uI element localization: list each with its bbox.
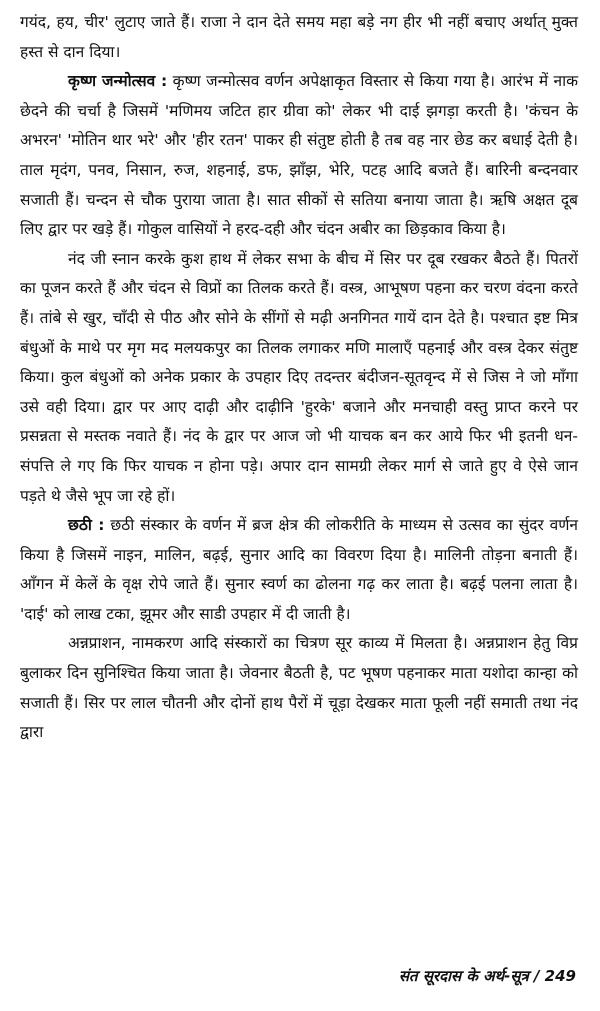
section-heading-krishna-janmotsav: कृष्ण जन्मोत्सव : xyxy=(68,72,168,91)
paragraph-text: छठी संस्कार के वर्णन में ब्रज क्षेत्र की लोकरीति के माध्यम से उत्सव का सुंदर वर्णन किया है जिसमें नाइन, मालिन, बढ़ई, सुनार आदि का विवरण दिया है। मालिनी तोड़ना बनाती हैं। आँगन में केलें के वृक्ष रोपे जाते हैं। सुनार स्वर्ण का ढोलना गढ़ कर लाता है। बढ़ई पलना लाता है। 'दाई' को लाख टका, झूमर और साडी उपहार में दी जाती है। xyxy=(20,516,578,623)
paragraph-text: अन्नप्राशन, नामकरण आदि संस्कारों का चित्रण सूर काव्य में मिलता है। अन्नप्राशन हेतु विप्र बुलाकर दिन सुनिश्चित किया जाता है। जेवनार बैठती है, पट भूषण पहनाकर माता यशोदा कान्हा को सजाती हैं। सिर पर लाल चौतनी और दोनों हाथ पैरों में चूड़ा देखकर माता फूली नहीं समाती तथा नंद द्वारा xyxy=(20,634,578,742)
page-footer: संत सूरदास के अर्थ-सूत्र / 249 xyxy=(398,967,576,985)
paragraph-text: गयंद, हय, चीर' लुटाए जाते हैं। राजा ने दान देते समय महा बड़े नग हीर भी नहीं बचाए अर्थात् मुक्त हस्त से दान दिया। xyxy=(20,13,578,61)
paragraph-nand-ji xyxy=(20,245,578,511)
paragraph-text: नंद जी स्नान करके कुश हाथ में लेकर सभा के बीच में सिर पर दूब रखकर बैठते हैं। पितरों का पूजन करते हैं और चंदन से विप्रों का तिलक करते हैं। वस्त्र, आभूषण पहना कर चरण वंदना करते हैं। तांबे से खुर, चाँदी से पीठ और सोने के सींगों से मढ़ी अनगिनत गायें दान देते है। पश्चात इष्ट मित्र बंधुओं के माथे पर मृग मद मलयकपुर का तिलक लगाकर मणि मालाएँ पहनाई और वस्त्र देकर संतुष्ट किया। कुल बंधुओं को अनेक प्रकार के उपहार दिए तदन्तर बंदीजन-सूतवृन्द में से जिस ने जो माँगा उसे वही दिया। द्वार पर आए दाढ़ी और दाढ़ीनि 'हुरके' बजाने और मनचाही वस्तु प्राप्त करने पर प्रसन्नता से मस्तक नवाते हैं। नंद के द्वार पर आज जो भी याचक बन कर आये फिर भी इतनी धन-संपत्ति ले गए कि फिर याचक न होना पड़े। अपार दान सामग्री लेकर मार्ग से जाते हुए वे ऐसे जान पड़ते थे जैसे भूप जा रहे हों। xyxy=(20,249,578,505)
section-heading-chhathi: छठी : xyxy=(68,516,105,535)
page-body xyxy=(20,8,578,748)
paragraph-text: कृष्ण जन्मोत्सव वर्णन अपेक्षाकृत विस्तार से किया गया है। आरंभ में नाक छेदने की चर्चा है जिसमें 'मणिमय जटित हार ग्रीवा को' लेकर भी दाई झगड़ा करती है। 'कंचन के अभरन' 'मोतिन थार भरे' और 'हीर रतन' पाकर ही संतुष्ट होती है तब वह नार छेड कर बधाई देती है। ताल मृदंग, पनव, निसान, रुज, शहनाई, डफ, झाँझ, भेरि, पटह आदि बजते हैं। बारिनी बन्दनवार सजाती हैं। चन्दन से चौक पुराया जाता है। सात सीकों से सतिया बनाया जाता है। ऋषि अक्षत दूब लिए द्वार पर खड़े हैं। गोकुल वासियों ने हरद-दही और चंदन अबीर का छिड़काव किया है। xyxy=(20,72,578,239)
paragraph-continuation xyxy=(20,8,578,67)
paragraph-annaprashan xyxy=(20,629,578,747)
paragraph-chhathi xyxy=(20,511,578,629)
paragraph-krishna-janmotsav xyxy=(20,67,578,245)
